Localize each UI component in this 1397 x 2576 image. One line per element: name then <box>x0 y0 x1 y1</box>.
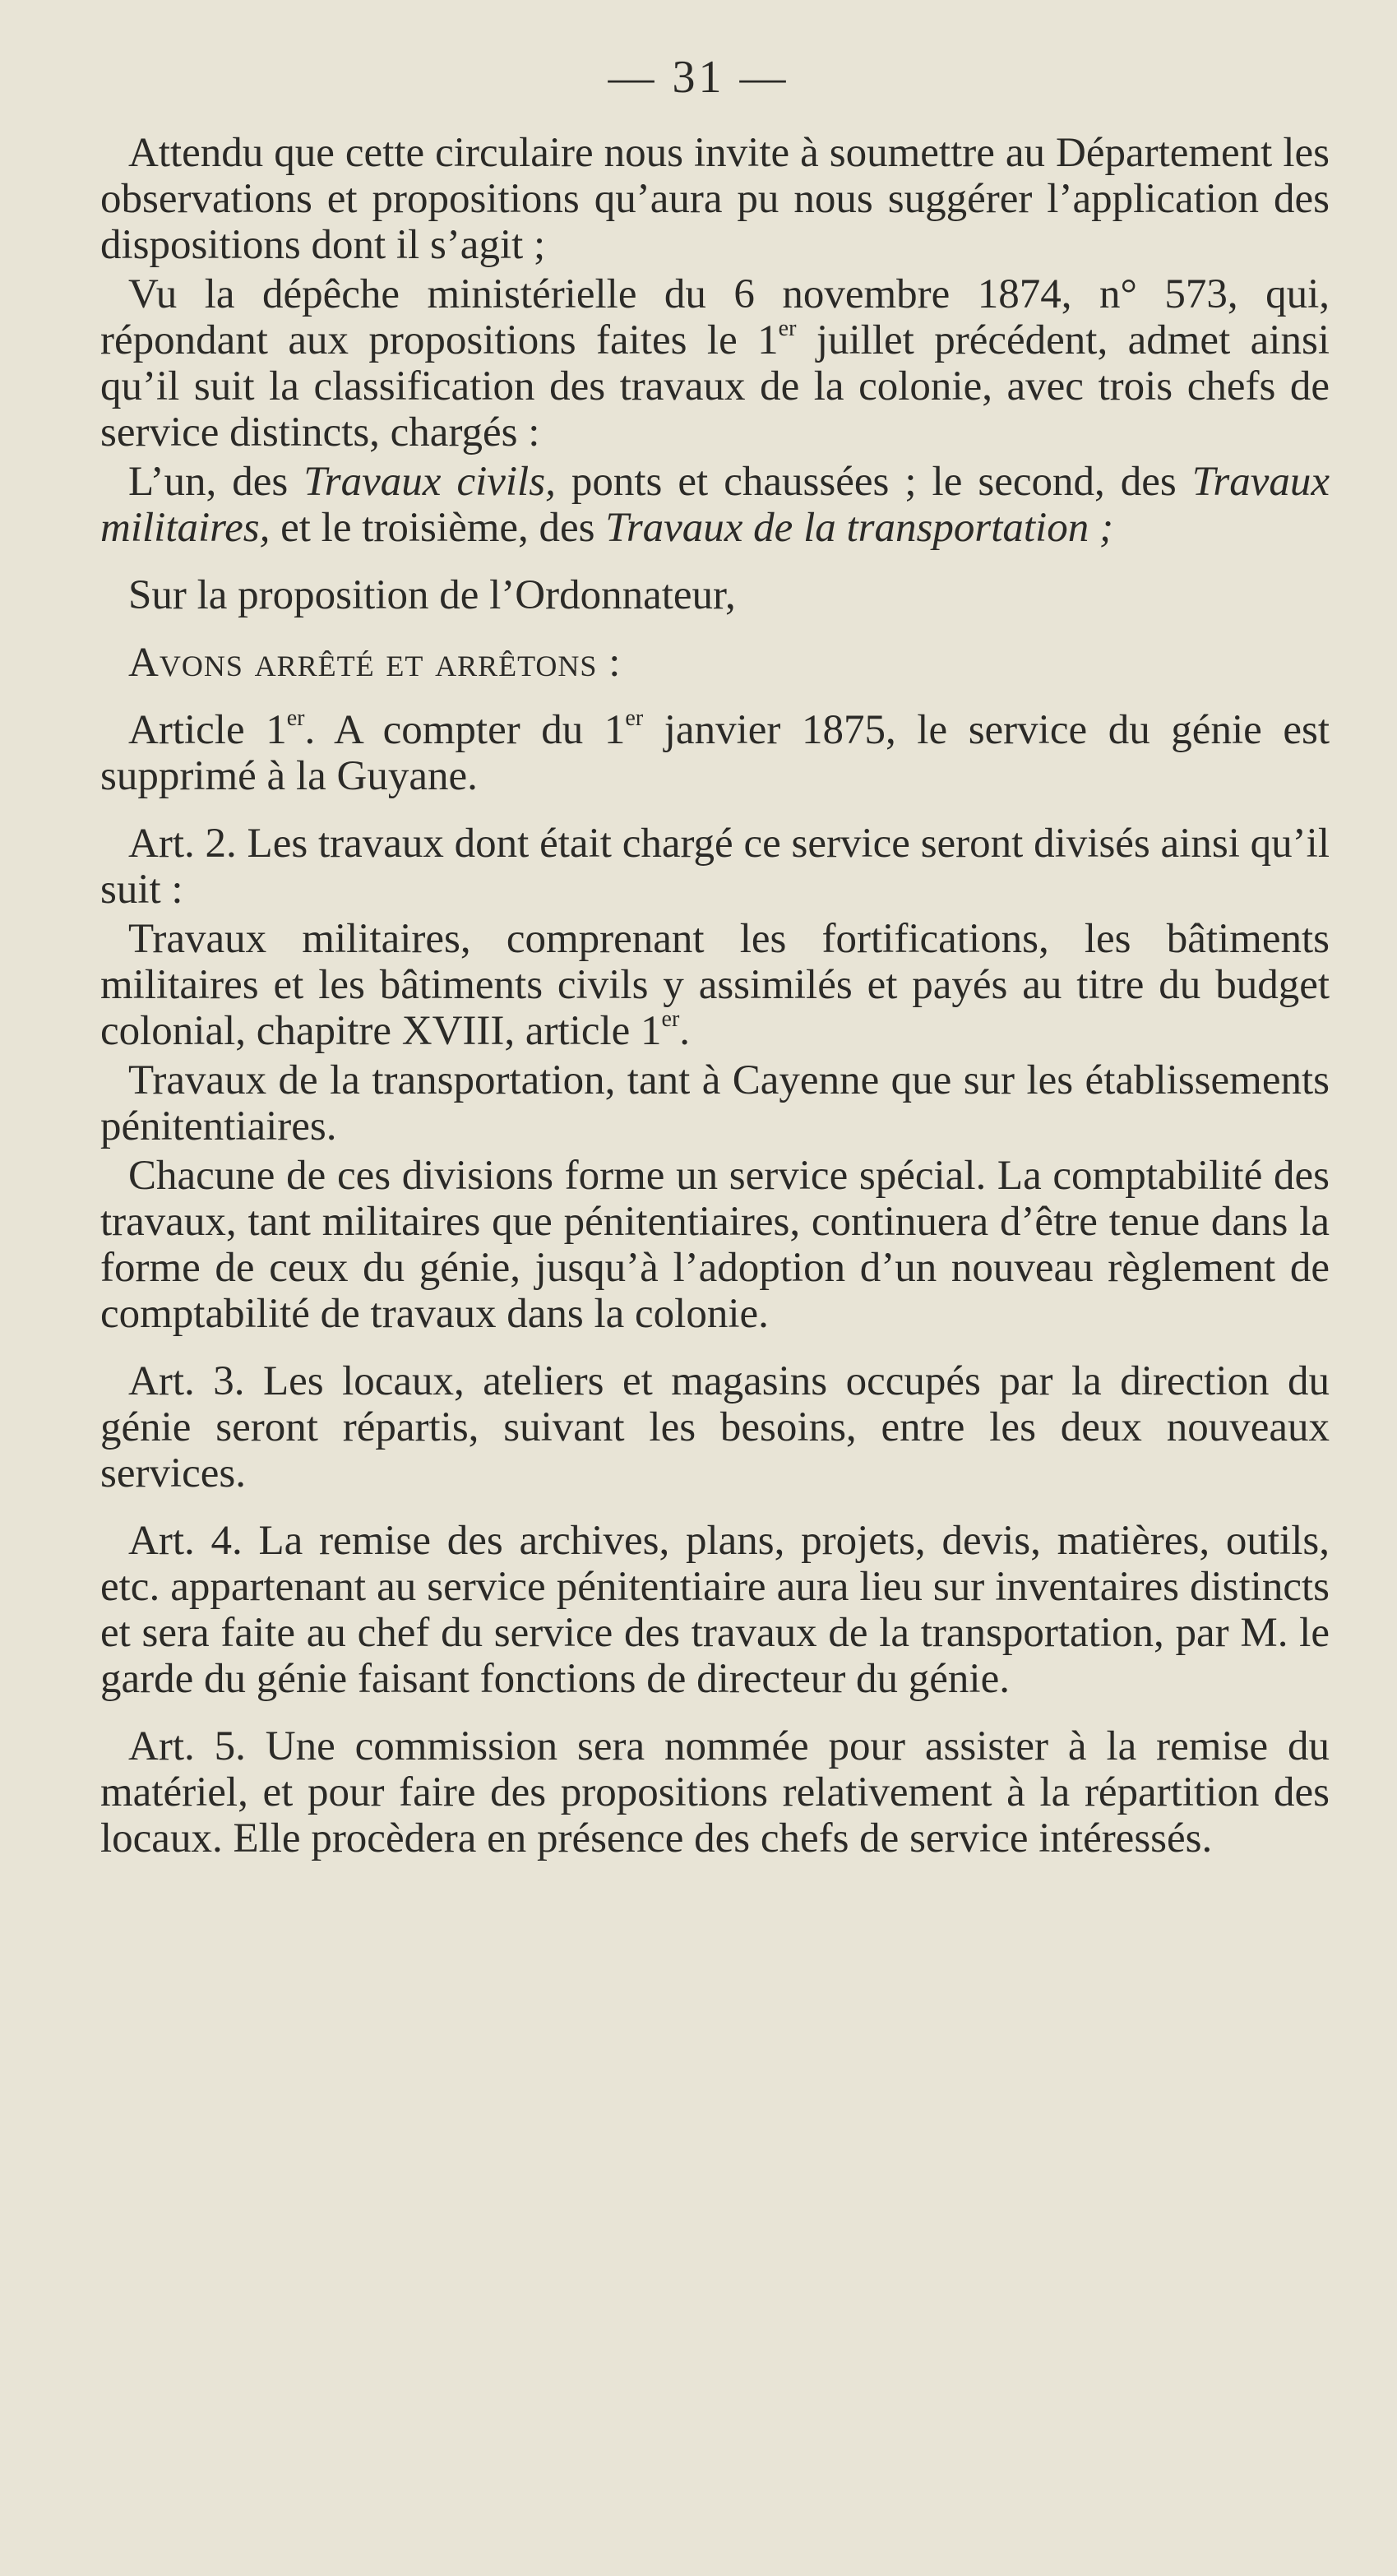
paragraph-lun-text: L’un, des <box>128 459 304 505</box>
paragraph-vu-la-depeche <box>100 271 1330 456</box>
superscript-er: er <box>625 705 644 731</box>
article-5: Art. 5. Une commission sera nommée pour assister à la remise du matériel, et pour faire des propositions relativement à la répartition des locaux. Elle procèdera en présence des chefs de service intéressés. <box>100 1723 1330 1861</box>
paragraph-vu-text: Vu la dépêche ministérielle du 6 novembre 1874, n° 573, qui, répondant aux propositions faites le 1 <box>100 271 1330 363</box>
paragraph-sur-la-proposition: Sur la proposition de l’Ordonnateur, <box>128 572 736 618</box>
article-2-militaires-end: . <box>679 1008 691 1054</box>
article-1 <box>100 707 1330 799</box>
article-3: Art. 3. Les locaux, ateliers et magasins occupés par la direction du génie seront répartis, suivant les besoins, entre les deux nouveaux services. <box>100 1358 1330 1496</box>
italic-travaux-transportation: Travaux de la transportation ; <box>605 505 1113 551</box>
paragraph-lun-text-2: ponts et chaussées ; le second, des <box>555 459 1192 505</box>
article-4: Art. 4. La remise des archives, plans, projets, devis, matières, outils, etc. appartenant au service pénitentiaire aura lieu sur inventaires distincts et sera faite au chef du service des travaux de la transportation, par M. le garde du génie faisant fonctions de directeur du génie. <box>100 1518 1330 1702</box>
body-text <box>100 130 1330 1861</box>
paragraph-lun <box>100 459 1330 551</box>
superscript-er: er <box>661 1006 680 1032</box>
article-2-travaux-transportation: Travaux de la transportation, tant à Cayenne que sur les établissements pénitentiaires. <box>100 1057 1330 1149</box>
heading-avons-arrete: Avons arrêté et arrêtons : <box>128 640 622 686</box>
paragraph-vu-text-cont: juillet précédent, admet ainsi qu’il suit la classification des travaux de la colonie, avec trois chefs de service distincts, chargés : <box>100 317 1330 456</box>
paragraph-attendu: Attendu que cette circulaire nous invite à soumettre au Département les observations et propositions qu’aura pu nous suggérer l’application des dispositions dont il s’agit ; <box>100 130 1330 268</box>
article-2-travaux-militaires <box>100 916 1330 1054</box>
article-1-text-3: janvier 1875, le service du génie est supprimé à la Guyane. <box>100 707 1330 799</box>
article-2-chacune: Chacune de ces divisions forme un service spécial. La comptabilité des travaux, tant militaires que pénitentiaires, continuera d’être tenue dans la forme de ceux du génie, jusqu’à l’adoption d’un nouveau règlement de comptabilité de travaux dans la colonie. <box>100 1153 1330 1337</box>
superscript-er: er <box>778 316 797 341</box>
article-2: Art. 2. Les travaux dont était chargé ce service seront divisés ainsi qu’il suit : <box>100 821 1330 913</box>
italic-travaux-civils: Travaux civils, <box>303 459 556 505</box>
article-1-text-2: . A compter du 1 <box>304 707 626 753</box>
superscript-er: er <box>286 705 305 731</box>
italic-travaux-militaires: Travaux militaires, <box>100 459 1330 551</box>
paragraph-lun-text-3: et le troisième, des <box>270 505 606 551</box>
article-1-text: Article 1 <box>128 707 287 753</box>
page-number: — 31 — <box>608 52 789 103</box>
article-2-militaires-text: Travaux militaires, comprenant les fortifications, les bâtiments militaires et les bâtiments civils y assimilés et payés au titre du budget colonial, chapitre XVIII, article 1 <box>100 916 1330 1054</box>
